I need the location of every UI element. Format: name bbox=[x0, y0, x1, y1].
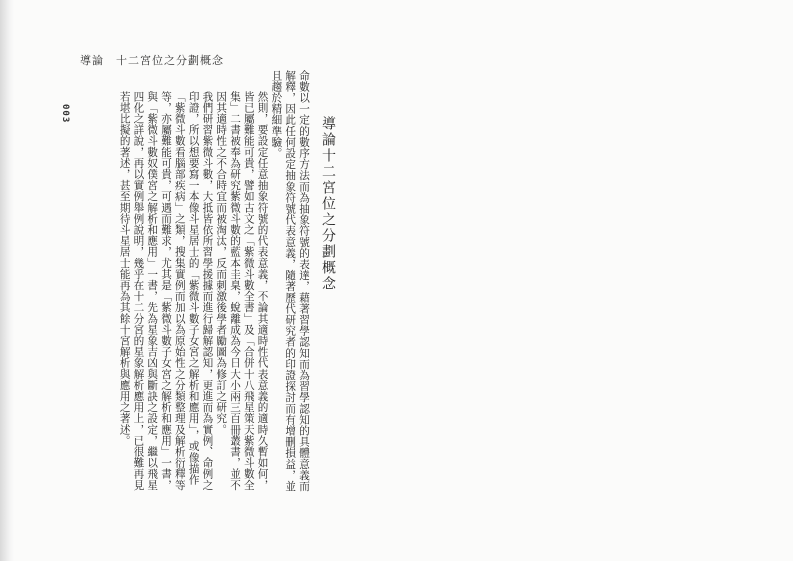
binding-gutter bbox=[0, 0, 14, 561]
paragraph-3: 我們研習紫微斗數，大抵皆依所習學援據而進行歸解認知，更進而為實例、命例之印證，所以想要寫一本像斗星居士的「紫微斗數子女宮之解析和應用」，或像描作「紫微斗數看腦部疾病」之類，搜集實例而加以為原始性之分類整理及解析衍釋等等，亦屬難能可貴，可遇而難求，尤其是「紫微斗數子女宮之解析和應用」一書，與「紫微斗數奴僕宮之解析和應用」一書，先為星象吉凶與斷訣之設定，繼以飛星四化之詳說，再以實例舉例說明，幾乎在十二分宮的星象解析應用上，已很難再見若堪比擬的著述，甚至期待斗星居士能再為其餘十宮解析與應用之著述。 bbox=[118, 91, 214, 491]
chapter-label: 導論 bbox=[320, 116, 336, 148]
body-text bbox=[84, 70, 310, 498]
running-head-section: 導論 bbox=[80, 54, 104, 67]
chapter-title-text: 十二宮位之分劃概念 bbox=[320, 148, 336, 292]
running-head bbox=[80, 52, 224, 68]
paragraph-1: 命數以一定的數序方法而為抽象符號的表達，藉著習學認知而為習學認知的具體意義而解釋，因此任何設定抽象符號代表意義，隨著歷代研究者的印證探討而有增刪損益，並且趨於精細準驗。 bbox=[270, 70, 310, 492]
page-number: 003 bbox=[60, 104, 70, 124]
running-head-title: 十二宮位之分劃概念 bbox=[116, 54, 224, 67]
chapter-title bbox=[318, 116, 338, 316]
paragraph-2: 然則，要設定任意抽象符號的代表意義，不論其適時性代表意義的適時久暫如何，皆已屬難能可貴，譬如古文之「紫微斗數全書」及「合併十八飛星策天紫微斗數全集」二書被奉為研究紫微斗數的藍本圭臬，蛻離成為今日大小兩三百冊叢書，並不因其適時性之不合時宜而被淘汰，反而刺激後學者勵圖為修訂之研究。 bbox=[215, 91, 269, 491]
